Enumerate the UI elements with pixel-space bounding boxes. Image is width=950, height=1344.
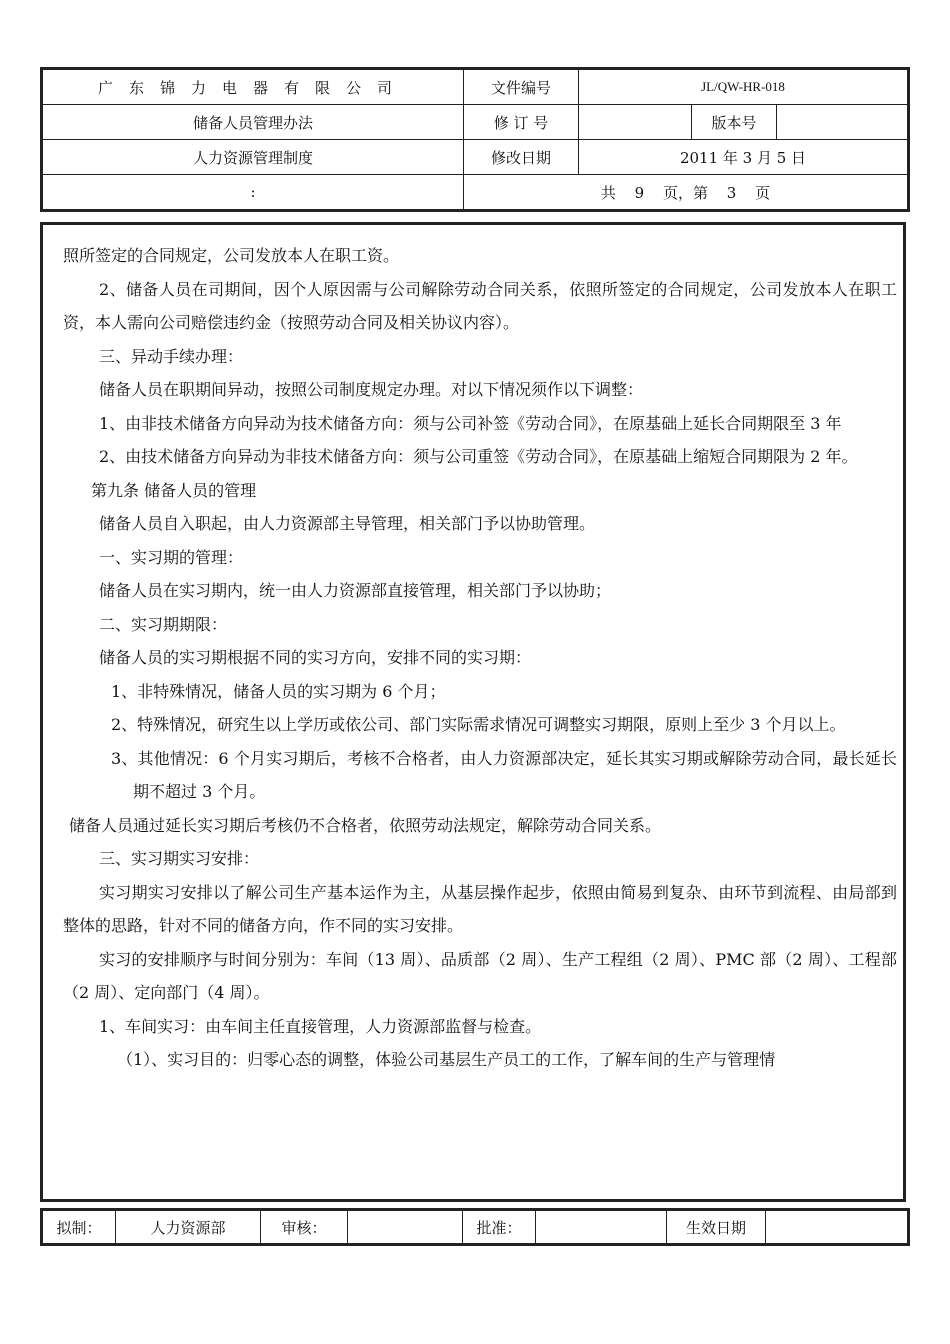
reviewer-label: 审核： (261, 1210, 348, 1245)
blank-label: : (42, 175, 464, 211)
section-heading: 一、实习期的管理： (99, 547, 244, 567)
paragraph: 储备人员的实习期根据不同的实习方向，安排不同的实习期： (99, 648, 532, 667)
paragraph: 1、由非技术储备方向异动为技术储备方向：须与公司补签《劳动合同》，在原基础上延长合同期限至 3 年 (99, 413, 842, 433)
version-value (777, 105, 909, 140)
list-item: 1、非特殊情况，储备人员的实习期为 6 个月； (111, 681, 446, 701)
approver-label: 批准： (463, 1210, 536, 1245)
paragraph: 储备人员在实习期内，统一由人力资源部直接管理，相关部门予以协助； (99, 581, 612, 600)
paragraph: 储备人员自入职起，由人力资源部主导管理，相关部门予以协助管理。 (99, 514, 596, 533)
approver-value (536, 1210, 667, 1245)
company-name: 广东锦力电器有限公司 (42, 69, 464, 105)
list-item: 2、特殊情况，研究生以上学历或依公司、部门实际需求情况可调整实习期限，原则上至少 3 个月以上。 (111, 715, 846, 734)
date-value: 2011 年 3 月 5 日 (579, 140, 909, 175)
section-heading: 三、实习期实习安排： (99, 849, 260, 868)
file-no-label: 文件编号 (464, 69, 579, 105)
body-text (63, 239, 897, 1077)
section-heading: 三、异动手续办理： (99, 346, 244, 366)
section-heading: 二、实习期期限： (99, 614, 228, 634)
document-title: 储备人员管理办法 (42, 105, 464, 140)
page-count: 共 9 页，第 3 页 (464, 175, 909, 211)
signature-table (40, 1208, 910, 1246)
paragraph: 实习期实习安排以了解公司生产基本运作为主，从基层操作起步，依照由简易到复杂、由环节到流程、由局部到整体的思路，针对不同的储备方向，作不同的实习安排。 (63, 882, 897, 935)
revision-value (579, 105, 692, 140)
paragraph: 2、由技术储备方向异动为非技术储备方向：须与公司重签《劳动合同》，在原基础上缩短合同期限为 2 年。 (99, 447, 858, 466)
paragraph: 2、储备人员在司期间，因个人原因需与公司解除劳动合同关系，依照所签定的合同规定，公司发放本人在职工资，本人需向公司赔偿违约金（按照劳动合同及相关协议内容）。 (63, 279, 897, 332)
effective-date-value (766, 1210, 909, 1245)
effective-date-label: 生效日期 (667, 1210, 766, 1245)
version-label: 版本号 (692, 105, 777, 140)
file-no-value: JL/QW-HR-018 (579, 69, 909, 105)
article-heading: 第九条 储备人员的管理 (91, 480, 257, 500)
document-header-table (40, 67, 910, 212)
paragraph: 实习的安排顺序与时间分别为：车间（13 周）、品质部（2 周）、生产工程组（2 周）、PMC 部（2 周）、工程部（2 周）、定向部门（4 周）。 (63, 949, 897, 1002)
paragraph: 储备人员通过延长实习期后考核仍不合格者，依照劳动法规定，解除劳动合同关系。 (69, 815, 662, 835)
drafter-label: 拟制： (42, 1210, 116, 1245)
list-item: 3、其他情况：6 个月实习期后，考核不合格者，由人力资源部决定，延长其实习期或解除劳动合同，最长延长期不超过 3 个月。 (111, 748, 897, 801)
document-body (40, 222, 906, 1202)
reviewer-value (348, 1210, 463, 1245)
revision-label: 修 订 号 (464, 105, 579, 140)
date-label: 修改日期 (464, 140, 579, 175)
paragraph: 储备人员在职期间异动，按照公司制度规定办理。对以下情况须作以下调整： (99, 380, 644, 399)
paragraph: （1）、实习目的：归零心态的调整，体验公司基层生产员工的工作，了解车间的生产与管理情 (117, 1050, 776, 1069)
paragraph: 1、车间实习：由车间主任直接管理，人力资源部监督与检查。 (99, 1016, 542, 1036)
drafter-value: 人力资源部 (116, 1210, 261, 1245)
paragraph: 照所签定的合同规定，公司发放本人在职工资。 (63, 246, 400, 265)
document-category: 人力资源管理制度 (42, 140, 464, 175)
